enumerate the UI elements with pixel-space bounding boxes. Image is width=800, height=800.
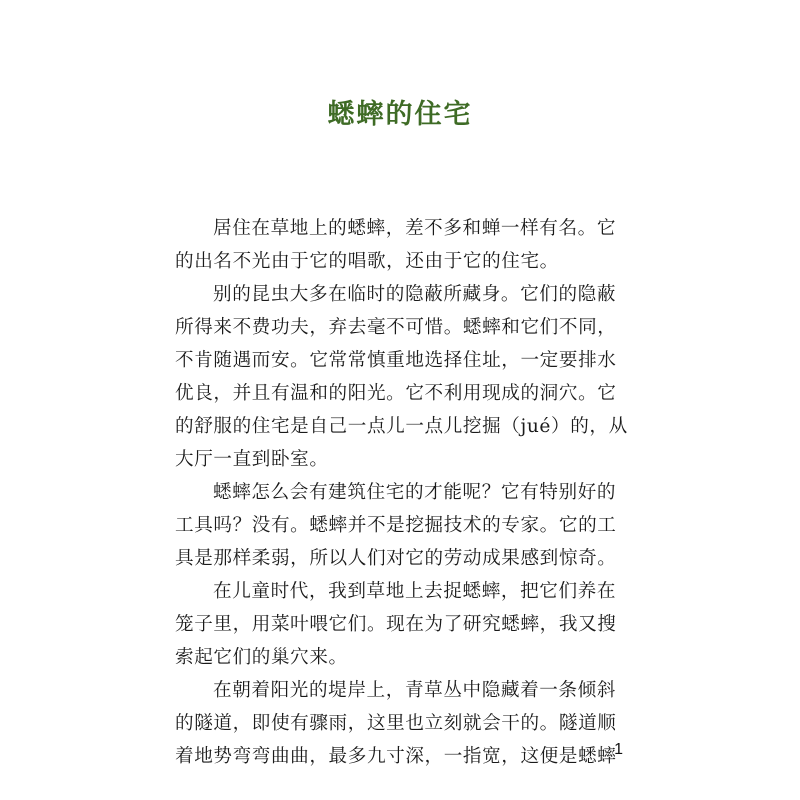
text-line: 大厅一直到卧室。 bbox=[175, 449, 329, 470]
article-body bbox=[175, 212, 628, 773]
text-line: 所得来不费功夫，弃去毫不可惜。蟋蟀和它们不同， bbox=[175, 317, 617, 338]
page-number: 1 bbox=[614, 741, 623, 758]
text-line: 别的昆虫大多在临时的隐蔽所藏身。它们的隐蔽 bbox=[213, 284, 617, 305]
text-line: 的出名不光由于它的唱歌，还由于它的住宅。 bbox=[175, 251, 559, 272]
text-line: 在儿童时代，我到草地上去捉蟋蟀，把它们养在 bbox=[213, 581, 617, 602]
text-line: 蟋蟀怎么会有建筑住宅的才能呢？它有特别好的 bbox=[213, 482, 617, 503]
text-line: 优良，并且有温和的阳光。它不利用现成的洞穴。它 bbox=[175, 383, 617, 404]
text-line: 居住在草地上的蟋蟀，差不多和蝉一样有名。它 bbox=[213, 218, 617, 239]
text-line: 在朝着阳光的堤岸上，青草丛中隐藏着一条倾斜 bbox=[213, 680, 617, 701]
text-line: 笼子里，用菜叶喂它们。现在为了研究蟋蟀，我又搜 bbox=[175, 614, 617, 635]
text-line: 工具吗？没有。蟋蟀并不是挖掘技术的专家。它的工 bbox=[175, 515, 617, 536]
text-line: 着地势弯弯曲曲，最多九寸深，一指宽，这便是蟋蟀 bbox=[175, 746, 617, 767]
page-title: 蟋蟀的住宅 bbox=[327, 99, 473, 130]
text-line: 具是那样柔弱，所以人们对它的劳动成果感到惊奇。 bbox=[175, 548, 617, 569]
text-line: 不肯随遇而安。它常常慎重地选择住址，一定要排水 bbox=[175, 350, 617, 371]
text-line: 索起它们的巢穴来。 bbox=[175, 647, 348, 668]
text-line: 的隧道，即使有骤雨，这里也立刻就会干的。隧道顺 bbox=[175, 713, 617, 734]
text-line: 的舒服的住宅是自己一点儿一点儿挖掘（jué）的，从 bbox=[175, 416, 628, 437]
